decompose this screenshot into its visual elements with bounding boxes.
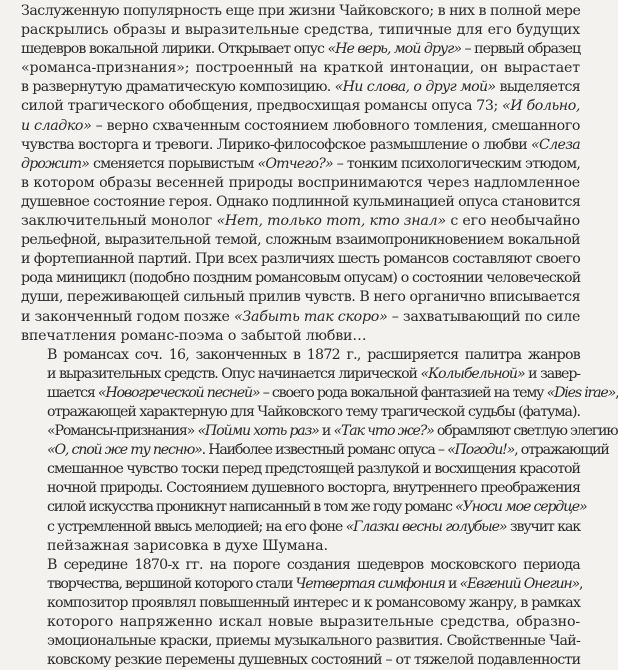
text-line — [21, 384, 616, 403]
text-run: В середине 1870-х гг. на пороге создания шедевров московского периода — [47, 556, 580, 573]
text-line — [21, 498, 587, 517]
italic-title: «Dies irae» — [546, 384, 616, 401]
text-line — [21, 422, 618, 441]
text-run: и фортепианной партий. При всех различиях шесть романсов составляют своего — [21, 251, 580, 268]
italic-title: «Новогреческой песней» — [97, 384, 260, 401]
italic-title: «Не верь, мой друг» — [327, 41, 461, 58]
paragraph — [21, 556, 583, 670]
paragraph — [21, 346, 618, 556]
italic-title: «Нет, только тот, кто знал» — [216, 213, 446, 230]
italic-title: и сладко» — [21, 117, 92, 134]
text-line — [21, 40, 580, 59]
text-run: – захватывающий по силе — [387, 308, 581, 325]
text-run: заключительный монолог — [21, 213, 217, 230]
text-line — [21, 193, 580, 212]
text-run: рельефной, выразительной темой, сложным взаимопроникновением вокальной — [21, 232, 580, 249]
text-run: . Наиболее известный романс опуса – — [201, 442, 448, 459]
text-run: В романсах соч. 16, законченных в 1872 г., расширяется палитра жанров — [47, 346, 580, 363]
text-run: , — [579, 575, 583, 592]
text-run: обрамляют светлую элегию — [433, 423, 618, 440]
text-run: которого напряженно искал новые выразительные средства, образно- — [47, 614, 580, 630]
italic-title: «Забыть так скоро» — [233, 308, 388, 325]
text-line — [21, 2, 580, 21]
text-line — [21, 575, 583, 594]
text-line — [21, 250, 580, 269]
text-line — [21, 632, 580, 651]
text-line — [21, 479, 580, 498]
text-run: пейзажная зарисовка в духе Шумана. — [47, 537, 328, 554]
text-line — [21, 346, 580, 365]
italic-title: «Глазки весны голубые» — [345, 518, 507, 535]
text-run: шается — [47, 384, 98, 401]
text-run: силой трагического обобщения, предвосхищая романсы опуса 73; — [21, 98, 503, 115]
italic-title: «Евгений Онегин» — [459, 575, 580, 592]
text-line — [21, 327, 580, 346]
text-run: душевное состояние героя. Однако подлинной кульминацией опуса становится — [21, 193, 581, 210]
text-run: эмоциональные краски, приемы музыкального развития. Свойственные Чай- — [47, 633, 580, 650]
italic-title: «О, спой же ту песню» — [47, 442, 202, 459]
text-run: отражающей характерную для Чайковского тему трагической судьбы (фатума). — [47, 403, 580, 420]
text-run: силой искусства проникнут написанный в том же году романс — [47, 499, 456, 516]
text-run: и выразительных средств. Опус начинается лирической — [47, 365, 421, 382]
text-run: и — [318, 423, 334, 440]
text-line — [21, 460, 580, 479]
text-run: творчества, вершиной которого стали — [47, 575, 296, 592]
text-line — [21, 288, 580, 307]
text-line — [21, 21, 580, 40]
paragraph — [21, 2, 580, 346]
text-run: – первый образец — [461, 41, 581, 58]
text-run: ночной природы. Состоянием душевного восторга, внутреннего преображения — [47, 480, 580, 497]
text-run: выделяется — [495, 79, 580, 96]
italic-title: «Уноси мое сердце» — [455, 499, 587, 516]
text-run: – верно схваченным состоянием любовного томления, смешанного — [91, 117, 580, 134]
text-run: сменяется порывистым — [89, 155, 258, 172]
text-line — [21, 613, 580, 632]
italic-title: «Погоди!» — [447, 442, 515, 459]
text-run: – тонким психологическим этюдом, — [332, 155, 580, 172]
text-run: в котором образы весенней природы воспринимаются через надломленное — [21, 174, 580, 191]
text-run: Заслуженную популярность еще при жизни Чайковского; в них в полной мере — [21, 3, 581, 19]
text-line — [21, 556, 580, 575]
italic-title: «Отчего?» — [257, 155, 333, 172]
text-run: «Романсы-признания» — [47, 423, 198, 440]
italic-title: «Ни слова, о друг мой» — [334, 79, 496, 96]
italic-title: «Пойми хоть раз» — [197, 423, 319, 440]
text-run: с его необычайно — [446, 213, 580, 230]
text-line — [21, 136, 580, 155]
italic-title: «Слеза — [531, 136, 580, 153]
text-run: и — [444, 575, 460, 592]
text-run: смешанное чувство тоски перед предстоящей разлукой и восхищения красотой — [47, 461, 580, 478]
text-run: раскрылись образы и выразительные средства, типичные для его будущих — [21, 22, 580, 39]
text-line — [21, 441, 609, 460]
text-run: души, переживающей сильный прилив чувств. В него органично вписывается — [21, 289, 581, 306]
text-line — [21, 97, 580, 116]
text-run: композитор проявлял повышенный интерес и к романсовому жанру, в рамках — [47, 594, 580, 611]
text-line — [21, 518, 580, 537]
text-run: шедевров вокальной лирики. Открывает опус — [21, 41, 328, 58]
text-run: рода миницикл (подобно поздним романсовым опусам) о состоянии человеческой — [21, 270, 581, 287]
text-run: впечатления романс-поэма о забытой любви… — [21, 327, 367, 344]
text-line — [21, 269, 580, 288]
text-run: – своего рода вокальной фантазией на тему — [259, 384, 547, 401]
text-run: в развернутую драматическую композицию. — [21, 79, 335, 96]
text-run: «романса-признания»; построенный на краткой интонации, он вырастает — [21, 60, 580, 77]
text-run: и законченный годом позже — [21, 308, 234, 325]
text-line — [21, 308, 580, 327]
text-line — [21, 231, 580, 250]
italic-title: дрожит» — [21, 155, 90, 172]
text-line — [21, 155, 580, 174]
text-line — [21, 78, 580, 97]
text-line — [21, 403, 580, 422]
italic-title: «Так что же?» — [333, 423, 434, 440]
text-line — [21, 537, 580, 556]
italic-title: «Колыбельной» — [420, 365, 525, 382]
text-run: с устремленной ввысь мелодией; на его фоне — [47, 518, 346, 535]
text-run: , отражающий — [514, 442, 609, 459]
text-run: и завер- — [524, 365, 580, 382]
italic-title: Четвертая симфония — [295, 575, 445, 592]
italic-title: «И больно, — [502, 98, 580, 115]
text-line — [21, 651, 580, 670]
text-line — [21, 117, 580, 136]
text-run: чувства восторга и тревоги. Лирико-философское размышление о любви — [21, 136, 532, 153]
text-run: звучит как — [506, 518, 581, 535]
text-line — [21, 212, 580, 231]
text-line — [21, 365, 580, 384]
text-line — [21, 594, 580, 613]
text-run: ковскому резкие перемены душевных состояний – от тяжелой подавленности — [47, 652, 581, 669]
text-line — [21, 59, 580, 78]
text-line — [21, 174, 580, 193]
